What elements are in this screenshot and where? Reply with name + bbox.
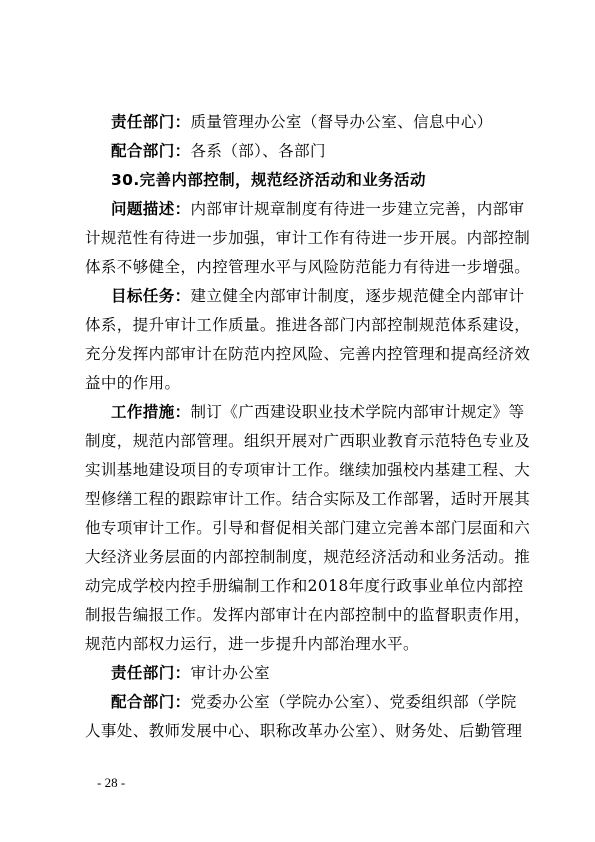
target-task-text: 建立健全内部审计制度，逐步规范健全内部审计	[190, 287, 525, 305]
responsible-dept-line-2	[111, 663, 515, 683]
paragraph-line: 动完成学校内控手册编制工作和2018年度行政事业单位内部控	[85, 577, 524, 595]
paragraph-line: 规范内部权力运行，进一步提升内部治理水平。	[85, 635, 419, 653]
target-task-line	[111, 286, 525, 306]
problem-description-label: 问题描述：	[111, 200, 191, 218]
responsible-dept-line-1	[111, 112, 515, 132]
work-measures-text: 制订《广西建设职业技术学院内部审计规定》等	[190, 403, 525, 421]
cooperating-dept-line-2	[111, 692, 515, 712]
responsible-dept-label: 责任部门：	[111, 113, 191, 131]
problem-description-text: 内部审计规章制度有待进一步建立完善，内部审	[190, 200, 525, 218]
paragraph-line: 体系不够健全，内控管理水平与风险防范能力有待进一步增强。	[85, 258, 531, 276]
responsible-dept-value: 审计办公室	[190, 664, 271, 682]
responsible-dept-label: 责任部门：	[111, 664, 191, 682]
target-task-label: 目标任务：	[111, 287, 191, 305]
paragraph-line: 他专项审计工作。引导和督促相关部门建立完善本部门层面和六	[85, 519, 531, 537]
paragraph-line: 计规范性有待进一步加强，审计工作有待进一步开展。内部控制	[85, 229, 531, 247]
page-number: - 28 -	[97, 775, 126, 790]
paragraph-line: 大经济业务层面的内部控制制度，规范经济活动和业务活动。推	[85, 548, 531, 566]
cooperating-dept-label: 配合部门：	[111, 142, 191, 160]
responsible-dept-value: 质量管理办公室（督导办公室、信息中心）	[190, 113, 493, 131]
work-measures-line	[111, 402, 525, 422]
paragraph-line: 体系，提升审计工作质量。推进各部门内部控制规范体系建设，	[85, 316, 531, 334]
paragraph-line: 充分发挥内部审计在防范内控风险、完善内控管理和提高经济效	[85, 345, 531, 363]
cooperating-dept-label: 配合部门：	[111, 693, 191, 711]
paragraph-line: 型修缮工程的跟踪审计工作。结合实际及工作部署，适时开展其	[85, 490, 531, 508]
problem-description-line	[111, 199, 525, 219]
paragraph-line: 制报告编报工作。发挥内部审计在内部控制中的监督职责作用，	[85, 606, 531, 624]
paragraph-line: 制度，规范内部管理。组织开展对广西职业教育示范特色专业及	[85, 432, 531, 450]
paragraph-line: 实训基地建设项目的专项审计工作。继续加强校内基建工程、大	[85, 461, 531, 479]
section-heading: 30.完善内部控制，规范经济活动和业务活动	[111, 171, 426, 189]
paragraph-line: 益中的作用。	[85, 374, 181, 392]
paragraph-line: 人事处、教师发展中心、职称改革办公室）、财务处、后勤管理	[85, 722, 523, 740]
cooperating-dept-line-1	[111, 141, 515, 161]
cooperating-dept-value: 各系（部）、各部门	[190, 142, 326, 160]
work-measures-label: 工作措施：	[111, 403, 191, 421]
cooperating-dept-value: 党委办公室（学院办公室）、党委组织部（学院	[190, 693, 517, 711]
